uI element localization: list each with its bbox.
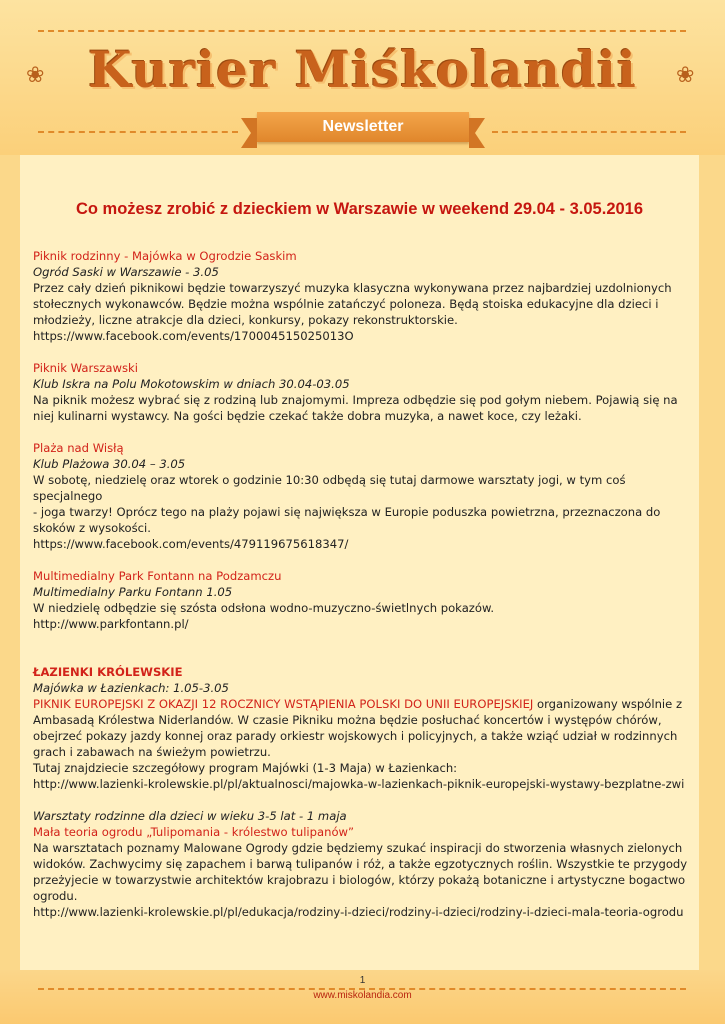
event-place: Warsztaty rodzinne dla dzieci w wieku 3-5 lat - 1 maja	[33, 809, 347, 823]
event-place: Ogród Saski w Warszawie - 3.05	[33, 265, 219, 279]
event-link[interactable]: https://www.facebook.com/events/170004515025013O	[33, 329, 354, 343]
event-description-continued: - joga twarzy! Oprócz tego na plaży pojawi się największa w Europie poduszka powietrzna, przeznaczona do skoków z wysokości.	[33, 505, 661, 535]
left-ornament-icon: ❀	[26, 62, 45, 87]
program-note: Tutaj znajdziecie szczegółowy program Majówki (1-3 Maja) w Łazienkach:	[33, 761, 458, 775]
newsletter-ribbon: Newsletter	[257, 112, 469, 142]
event-place: Klub Plażowa 30.04 – 3.05	[33, 457, 186, 471]
event-description: Przez cały dzień piknikowi będzie towarzyszyć muzyka klasyczna wykonywana przez najbardziej uzdolnionych stołecznych wykonawców. Będzie można wspólnie zatańczyć poloneza. Będą stoiska edukacyjne dla dzieci i młodzieży, liczne atrakcje dla dzieci, konkursy, pokazy rekonstruktorskie.	[33, 281, 672, 327]
event-description: Na piknik możesz wybrać się z rodziną lub znajomymi. Impreza odbędzie się pod gołym niebem. Pojawią się na niej kulinarni wystawcy. Na gości będzie czekać także dobra muzyka, a nawet koce, czy leżaki.	[33, 393, 678, 423]
event-title: Plaża nad Wisłą	[33, 441, 124, 455]
event-link[interactable]: http://www.parkfontann.pl/	[33, 617, 189, 631]
newsletter-title: Kurier Miśkolandii	[88, 40, 637, 99]
event-title: Piknik rodzinny - Majówka w Ogrodzie Saskim	[33, 249, 297, 263]
event-description: W niedzielę odbędzie się szósta odsłona wodno-muzyczno-świetlnych pokazów.	[33, 601, 495, 615]
article-body	[33, 248, 693, 920]
event-place: Klub Iskra na Polu Mokotowskim w dniach 30.04-03.05	[33, 377, 350, 391]
right-dashed-line	[492, 131, 686, 133]
right-ornament-icon: ❀	[676, 62, 695, 87]
event-link[interactable]: http://www.lazienki-krolewskie.pl/pl/edukacja/rodziny-i-dzieci/rodziny-i-dzieci/rodziny-i-dzieci-mala-teoria-ogrodu	[33, 905, 684, 919]
top-dashed-line	[38, 30, 686, 32]
event-description: Na warsztatach poznamy Malowane Ogrody gdzie będziemy szukać inspiracji do stworzenia własnych zielonych widoków. Zachwycimy się zapachem i barwą tulipanów i róż, a także egzotycznych roślin. Wszystkie te przygody przeżyjecie w towarzystwie architektów krajobrazu i biologów, którzy pokażą botaniczne i artystyczne bogactwo ogrodu.	[33, 841, 688, 903]
section-title: ŁAZIENKI KRÓLEWSKIE	[33, 665, 183, 679]
event-place: Multimedialny Parku Fontann 1.05	[33, 585, 233, 599]
event-description: W sobotę, niedzielę oraz wtorek o godzinie 10:30 odbędą się tutaj darmowe warsztaty jogi, w tym coś specjalnego	[33, 473, 626, 503]
event-description	[33, 696, 693, 760]
header-banner	[0, 0, 725, 155]
event-link[interactable]: https://www.facebook.com/events/479119675618347/	[33, 537, 349, 551]
event-place: Majówka w Łazienkach: 1.05-3.05	[33, 681, 229, 695]
page-number: 1	[359, 975, 366, 986]
event-title: Mała teoria ogrodu „Tulipomania - królestwo tulipanów”	[33, 825, 355, 839]
event-description-text: organizowany wspólnie z Ambasadą Królestwa Niderlandów. W czasie Pikniku można będzie posłuchać koncertów i występów chórów, obejrzeć pokazy jazdy konnej oraz parady orkiestr wojskowych i policyjnych, a także wziąć udział w rodzinnych grach i zabawach na świeżym powietrzu.	[33, 697, 683, 759]
left-dashed-line	[38, 131, 238, 133]
content-panel	[20, 155, 699, 970]
event-highlight: PIKNIK EUROPEJSKI Z OKAZJI 12 ROCZNICY WSTĄPIENIA POLSKI DO UNII EUROPEJSKIEJ	[33, 697, 534, 711]
footer-website-link[interactable]: www.miskolandia.com	[313, 990, 412, 1001]
event-title: Multimedialny Park Fontann na Podzamczu	[33, 569, 282, 583]
main-headline: Co możesz zrobić z dzieckiem w Warszawie w weekend 29.04 - 3.05.2016	[75, 200, 644, 218]
event-link[interactable]: http://www.lazienki-krolewskie.pl/pl/aktualnosci/majowka-w-lazienkach-piknik-europejski-wystawy-bezplatne-zwi	[33, 777, 685, 791]
event-title: Piknik Warszawski	[33, 361, 138, 375]
